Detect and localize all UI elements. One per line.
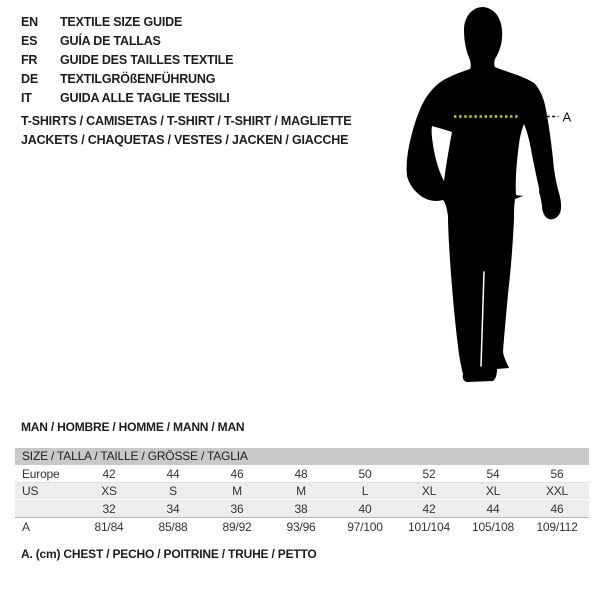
- size-cell: 97/100: [347, 519, 383, 534]
- table-row-europe: [15, 465, 589, 483]
- measurement-footnote: A. (cm) CHEST / PECHO / POITRINE / TRUHE / PETTO: [21, 547, 317, 561]
- size-cell: 38: [294, 501, 308, 516]
- size-cell: 105/108: [472, 519, 514, 534]
- language-code: ES: [21, 34, 38, 48]
- size-table-header: [15, 448, 589, 465]
- size-cell: 52: [422, 466, 436, 481]
- size-cell: 40: [358, 501, 372, 516]
- language-code: DE: [21, 72, 38, 86]
- size-cell: 44: [166, 466, 180, 481]
- size-cell: 101/104: [408, 519, 450, 534]
- size-cell: 42: [422, 501, 436, 516]
- language-title: GUÍA DE TALLAS: [60, 34, 161, 48]
- size-cell: 32: [102, 501, 116, 516]
- size-cell: 85/88: [158, 519, 188, 534]
- language-code: FR: [21, 53, 38, 67]
- table-row-us: [15, 483, 589, 500]
- row-label: US: [22, 484, 39, 498]
- language-code: IT: [21, 91, 32, 105]
- language-row: [21, 89, 233, 108]
- size-cell: XS: [101, 484, 117, 498]
- size-cell: 50: [358, 466, 372, 481]
- language-row: [21, 51, 233, 70]
- language-code: EN: [21, 15, 38, 29]
- size-cell: 109/112: [536, 519, 578, 534]
- table-row-chest-cm: [15, 517, 589, 535]
- size-table: [15, 448, 589, 535]
- language-title: GUIDE DES TAILLES TEXTILE: [60, 53, 234, 67]
- size-cell: 48: [294, 466, 308, 481]
- size-table-header-label: SIZE / TALLA / TAILLE / GRÖSSE / TAGLIA: [22, 449, 248, 463]
- size-cell: 54: [486, 466, 500, 481]
- garment-types: [21, 112, 351, 150]
- garment-line-tshirts: T-SHIRTS / CAMISETAS / T-SHIRT / T-SHIRT / MAGLIETTE: [21, 114, 352, 128]
- row-label: A: [22, 519, 30, 534]
- size-cell: 34: [166, 501, 180, 516]
- size-cell: 81/84: [94, 519, 124, 534]
- language-title: GUIDA ALLE TAGLIE TESSILI: [60, 91, 230, 105]
- size-cell: M: [296, 484, 306, 498]
- size-cell: M: [232, 484, 242, 498]
- size-cell: 46: [230, 466, 244, 481]
- size-cell: L: [361, 484, 369, 498]
- size-cell: 46: [550, 501, 564, 516]
- language-list: [21, 13, 233, 108]
- man-silhouette: [407, 7, 561, 382]
- language-row: [21, 13, 233, 32]
- section-title-man: MAN / HOMBRE / HOMME / MANN / MAN: [21, 420, 245, 434]
- size-cell: 56: [550, 466, 564, 481]
- size-cell: XL: [485, 484, 501, 498]
- size-cell: 93/96: [286, 519, 316, 534]
- size-cell: 36: [230, 501, 244, 516]
- size-cell: 89/92: [222, 519, 252, 534]
- garment-line-jackets: JACKETS / CHAQUETAS / VESTES / JACKEN / GIACCHE: [21, 133, 349, 147]
- size-cell: XL: [421, 484, 437, 498]
- size-cell: S: [169, 484, 177, 498]
- size-cell: 42: [102, 466, 116, 481]
- language-title: TEXTILE SIZE GUIDE: [60, 15, 183, 29]
- language-row: [21, 70, 233, 89]
- language-row: [21, 32, 233, 51]
- language-title: TEXTILGRÖßENFÜHRUNG: [60, 72, 216, 86]
- measure-label-a: A: [562, 109, 572, 125]
- size-cell: XXL: [545, 484, 569, 498]
- table-row-alt-sizes: [15, 500, 589, 517]
- size-cell: 44: [486, 501, 500, 516]
- man-silhouette-figure: [400, 0, 600, 400]
- row-label: Europe: [22, 466, 60, 481]
